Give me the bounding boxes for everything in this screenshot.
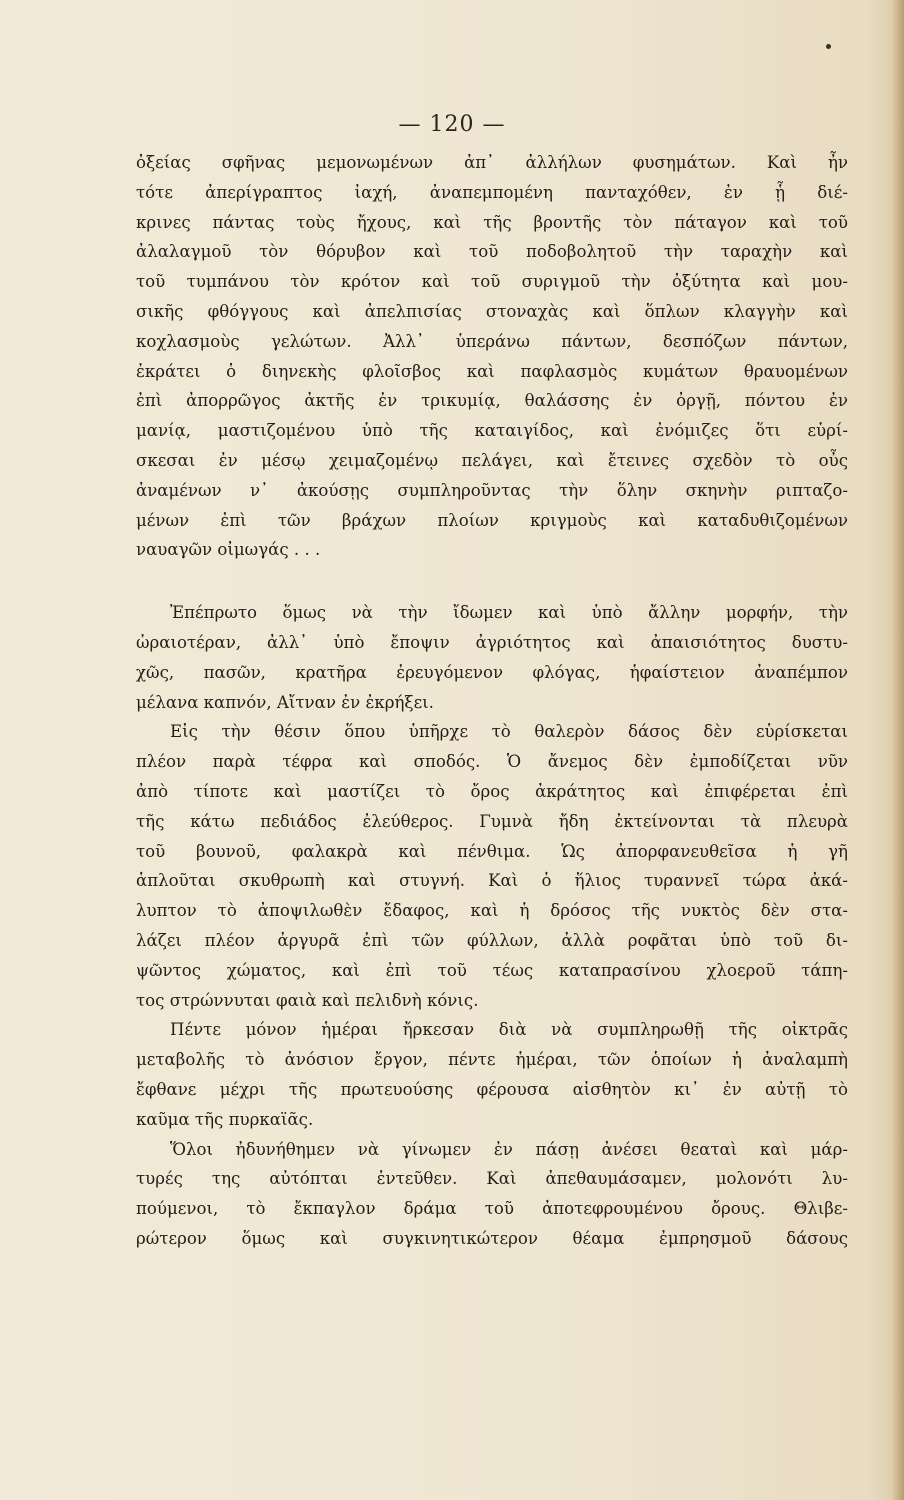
paragraph-1 bbox=[136, 148, 848, 565]
text-line: πούμενοι, τὸ ἔκπαγλον δράμα τοῦ ἀποτεφρουμένου ὄρους. Θλιβε- bbox=[136, 1199, 848, 1219]
ink-dot bbox=[826, 44, 831, 49]
text-line: μεταβολῆς τὸ ἀνόσιον ἔργον, πέντε ἡμέραι, τῶν ὁποίων ἡ ἀναλαμπὴ bbox=[136, 1050, 848, 1070]
text-line: ἐκράτει ὁ διηνεκὴς φλοῖσβος καὶ παφλασμὸς κυμάτων θραυομένων bbox=[136, 361, 848, 381]
text-line: ἀπὸ τίποτε καὶ μαστίζει τὸ ὄρος ἀκράτητος καὶ ἐπιφέρεται ἐπὶ bbox=[136, 781, 848, 801]
text-line: σικῆς φθόγγους καὶ ἀπελπισίας στοναχὰς καὶ ὅπλων κλαγγὴν καὶ bbox=[136, 301, 848, 321]
text-line: ὡραιοτέραν, ἀλλ᾽ ὑπὸ ἔποψιν ἀγριότητος καὶ ἀπαισιότητος δυστυ- bbox=[136, 632, 848, 652]
text-line: ψῶντος χώματος, καὶ ἐπὶ τοῦ τέως καταπρασίνου χλοεροῦ τάπη- bbox=[136, 960, 848, 980]
text-line: χῶς, πασῶν, κρατῆρα ἐρευγόμενον φλόγας, ἡφαίστειον ἀναπέμπον bbox=[136, 662, 848, 682]
text-line: κοχλασμοὺς γελώτων. Ἀλλ᾽ ὑπεράνω πάντων, δεσπόζων πάντων, bbox=[136, 331, 848, 351]
text-line: λυπτον τὸ ἀποψιλωθὲν ἔδαφος, καὶ ἡ δρόσος τῆς νυκτὸς δὲν στα- bbox=[136, 901, 848, 921]
text-line: Πέντε μόνον ἡμέραι ἤρκεσαν διὰ νὰ συμπληρωθῇ τῆς οἰκτρᾶς bbox=[170, 1020, 848, 1040]
text-line: τοῦ τυμπάνου τὸν κρότον καὶ τοῦ συριγμοῦ τὴν ὀξύτητα καὶ μου- bbox=[136, 272, 848, 292]
text-line: σκεσαι ἐν μέσῳ χειμαζομένῳ πελάγει, καὶ ἔτεινες σχεδὸν τὸ οὖς bbox=[136, 450, 848, 470]
text-line: ἀναμένων ν᾽ ἀκούσῃς συμπληροῦντας τὴν ὅλην σκηνὴν ριπταζο- bbox=[136, 480, 848, 500]
text-line: ἀλαλαγμοῦ τὸν θόρυβον καὶ τοῦ ποδοβολητοῦ τὴν ταραχὴν καὶ bbox=[136, 242, 848, 262]
text-line: Εἰς τὴν θέσιν ὅπου ὑπῆρχε τὸ θαλερὸν δάσος δὲν εὑρίσκεται bbox=[170, 722, 848, 742]
text-line: κρινες πάντας τοὺς ἤχους, καὶ τῆς βροντῆς τὸν πάταγον καὶ τοῦ bbox=[136, 212, 848, 232]
text-line: ναυαγῶν οἰμωγάς . . . bbox=[136, 540, 321, 560]
text-line: τῆς κάτω πεδιάδος ἐλεύθερος. Γυμνὰ ἤδη ἐκτείνονται τὰ πλευρὰ bbox=[136, 811, 848, 831]
text-line: τότε ἀπερίγραπτος ἰαχή, ἀναπεμπομένη πανταχόθεν, ἐν ᾗ διέ- bbox=[136, 182, 848, 202]
text-line: ἁπλοῦται σκυθρωπὴ καὶ στυγνή. Καὶ ὁ ἥλιος τυραννεῖ τώρα ἀκά- bbox=[136, 871, 848, 891]
text-line: μέλανα καπνόν, Αἴτναν ἐν ἐκρήξει. bbox=[136, 692, 434, 712]
body-text bbox=[136, 148, 848, 1254]
text-line: Ὅλοι ἠδυνήθημεν νὰ γίνωμεν ἐν πάσῃ ἀνέσει θεαταὶ καὶ μάρ- bbox=[170, 1139, 848, 1159]
text-line: τος στρώννυται φαιὰ καὶ πελιδνὴ κόνις. bbox=[136, 990, 479, 1010]
text-line: μανίᾳ, μαστιζομένου ὑπὸ τῆς καταιγίδος, καὶ ἐνόμιζες ὅτι εὑρί- bbox=[136, 421, 848, 441]
text-line: λάζει πλέον ἀργυρᾶ ἐπὶ τῶν φύλλων, ἀλλὰ ροφᾶται ὑπὸ τοῦ δι- bbox=[136, 930, 848, 950]
text-line: πλέον παρὰ τέφρα καὶ σποδός. Ὁ ἄνεμος δὲν ἐμποδίζεται νῦν bbox=[136, 752, 848, 772]
paragraph-3 bbox=[136, 717, 848, 1015]
text-line: μένων ἐπὶ τῶν βράχων πλοίων κριγμοὺς καὶ καταδυθιζομένων bbox=[136, 510, 848, 530]
paragraph-4 bbox=[136, 1015, 848, 1134]
page-number: — 120 — bbox=[398, 112, 506, 137]
text-line: καῦμα τῆς πυρκαϊᾶς. bbox=[136, 1109, 314, 1129]
page-edge-shadow bbox=[890, 0, 904, 1500]
paragraph-2 bbox=[136, 598, 848, 717]
paragraph-gap bbox=[136, 565, 848, 598]
text-line: τοῦ βουνοῦ, φαλακρὰ καὶ πένθιμα. Ὡς ἀπορφανευθεῖσα ἡ γῆ bbox=[136, 841, 848, 861]
paragraph-5 bbox=[136, 1135, 848, 1254]
text-line: ρώτερον ὅμως καὶ συγκινητικώτερον θέαμα ἐμπρησμοῦ δάσους bbox=[136, 1228, 848, 1248]
text-line: τυρές της αὐτόπται ἐντεῦθεν. Καὶ ἀπεθαυμάσαμεν, μολονότι λυ- bbox=[136, 1169, 848, 1189]
text-line: ὀξείας σφῆνας μεμονωμένων ἀπ᾽ ἀλλήλων φυσημάτων. Καὶ ἦν bbox=[136, 153, 848, 172]
text-line: ἐπὶ ἀπορρῶγος ἀκτῆς ἐν τρικυμίᾳ, θαλάσσης ἐν ὀργῇ, πόντου ἐν bbox=[136, 391, 848, 411]
text-line: ἔφθανε μέχρι τῆς πρωτευούσης φέρουσα αἰσθητὸν κι᾽ ἐν αὐτῇ τὸ bbox=[136, 1079, 848, 1099]
text-line: Ἐπέπρωτο ὅμως νὰ τὴν ἴδωμεν καὶ ὑπὸ ἄλλην μορφήν, τὴν bbox=[170, 603, 848, 623]
